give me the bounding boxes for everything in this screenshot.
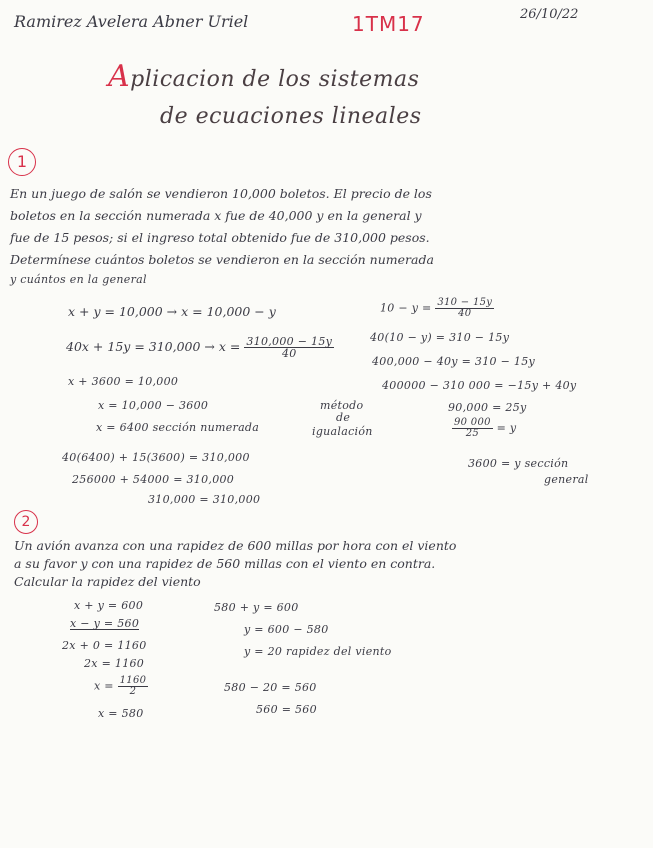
method-label-3: igualación	[312, 425, 373, 438]
p1-left-fraction	[244, 336, 334, 359]
problem-1-line-1: En un juego de salón se vendieron 10,000 boletos. El precio de los	[10, 186, 432, 201]
p1-right-step-3: 400,000 − 40y = 310 − 15y	[372, 355, 536, 368]
p2-right-step-2: y = 600 − 580	[244, 623, 329, 636]
page-title-line2: de ecuaciones lineales	[160, 104, 422, 129]
problem-2-line-3: Calcular la rapidez del viento	[14, 574, 201, 589]
p1-left-step-1: x + y = 10,000 → x = 10,000 − y	[68, 304, 276, 319]
p2-left-step-5	[94, 676, 148, 697]
title-line1-rest: plicacion de los sistemas	[130, 67, 420, 92]
p2-fraction-num: 1160	[119, 675, 147, 686]
problem-2-line-1: Un avión avanza con una rapidez de 600 millas por hora con el viento	[14, 538, 457, 553]
p1-right-step-4: 400000 − 310 000 = −15y + 40y	[382, 379, 577, 392]
p1-left-step-5: x = 6400 sección numerada	[96, 421, 260, 434]
p2-left-step-6: x = 580	[98, 707, 144, 720]
p2-right-step-4: 580 − 20 = 560	[224, 681, 317, 694]
p2-fraction	[118, 676, 149, 697]
p1-right-fraction-den: 40	[458, 308, 472, 319]
p2-left-step-4: 2x = 1160	[84, 657, 145, 670]
p1-left-step-4: x = 10,000 − 3600	[98, 399, 209, 412]
p1-right-step-5: 90,000 = 25y	[448, 401, 527, 414]
p1-right-step-6	[452, 418, 516, 439]
p2-left-step-5-text: x =	[94, 679, 114, 693]
p1-right-step-2: 40(10 − y) = 310 − 15y	[370, 331, 510, 344]
page-title-line1	[108, 59, 420, 94]
p1-right-step-1-text: 10 − y =	[380, 301, 432, 315]
group-code: 1TM17	[352, 12, 425, 36]
title-capital-letter: A	[108, 59, 131, 94]
p1-right-fraction	[435, 298, 494, 319]
p1-left-step-3: x + 3600 = 10,000	[68, 375, 179, 388]
p2-right-step-3: y = 20 rapidez del viento	[244, 645, 392, 658]
p1-right-step-8: general	[544, 473, 589, 486]
p2-right-step-1: 580 + y = 600	[214, 601, 299, 614]
method-label-1: método	[320, 399, 364, 412]
p2-left-step-1: x + y = 600	[74, 599, 144, 612]
p1-left-step-2	[66, 336, 334, 359]
p2-fraction-den: 2	[129, 686, 137, 697]
method-label-2: de	[336, 411, 351, 424]
p1-right-fraction-2-den: 25	[465, 428, 480, 439]
problem-2-line-2: a su favor y con una rapidez de 560 millas con el viento en contra.	[14, 556, 436, 571]
p1-left-fraction-den: 40	[281, 347, 297, 360]
p1-left-step-2-text: 40x + 15y = 310,000 → x =	[66, 339, 241, 354]
p2-left-step-2: x − y = 560	[70, 617, 140, 630]
problem-1-line-5: y cuántos en la general	[10, 273, 147, 286]
p1-right-fraction-2-num: 90 000	[454, 417, 491, 428]
p1-left-step-6: 40(6400) + 15(3600) = 310,000	[62, 451, 250, 464]
problem-1-line-3: fue de 15 pesos; si el ingreso total obtenido fue de 310,000 pesos.	[10, 230, 430, 245]
student-name: Ramirez Avelera Abner Uriel	[14, 12, 249, 31]
p1-left-step-7: 256000 + 54000 = 310,000	[72, 473, 235, 486]
p1-right-fraction-2	[452, 418, 493, 439]
p1-right-step-7: 3600 = y sección	[468, 457, 569, 470]
p1-right-step-1	[380, 298, 494, 319]
problem-1-line-4: Determínese cuántos boletos se vendieron en la sección numerada	[10, 252, 434, 267]
p2-left-step-3: 2x + 0 = 1160	[62, 639, 147, 652]
p1-right-step-6-text: = y	[496, 421, 517, 435]
p1-left-fraction-num: 310,000 − 15y	[246, 335, 333, 348]
date: 26/10/22	[520, 7, 579, 22]
problem-1-line-2: boletos en la sección numerada x fue de 40,000 y en la general y	[10, 208, 422, 223]
p1-right-fraction-num: 310 − 15y	[437, 297, 493, 308]
p1-left-step-8: 310,000 = 310,000	[148, 493, 261, 506]
p2-right-step-5: 560 = 560	[256, 703, 317, 716]
problem-2-number: 2	[14, 510, 38, 534]
problem-1-number: 1	[8, 148, 36, 176]
